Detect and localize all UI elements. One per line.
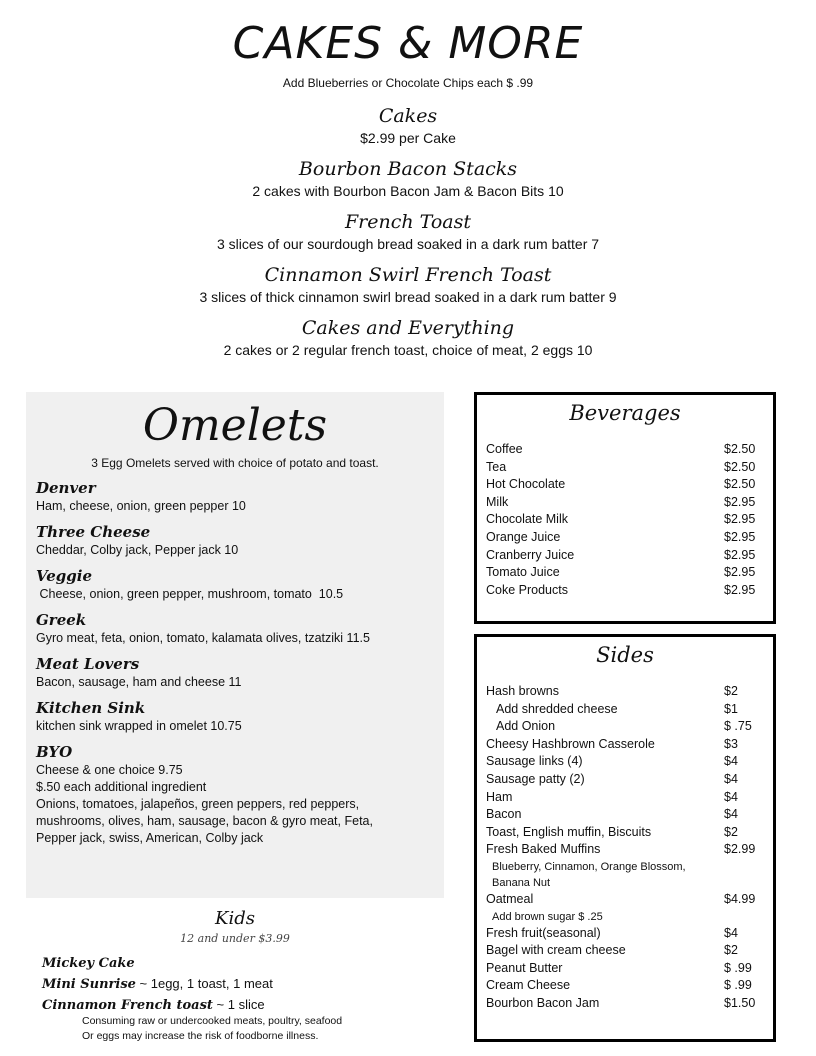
- byo-line: $.50 each additional ingredient: [36, 780, 207, 794]
- side-row: [477, 701, 773, 719]
- side-row-name: Sausage patty (2): [486, 771, 585, 786]
- beverage-row: [477, 494, 773, 512]
- beverage-row-name: Orange Juice: [486, 529, 561, 544]
- side-row-name: Add brown sugar $ .25: [492, 910, 603, 923]
- warning-line: Consuming raw or undercooked meats, poultry, seafood: [82, 1015, 343, 1027]
- kids-item-desc: ~ 1 slice: [212, 997, 265, 1012]
- menu-item: [0, 263, 816, 307]
- side-row-name: Bourbon Bacon Jam: [486, 995, 600, 1010]
- warning-line: Or eggs may increase the risk of foodborne illness.: [82, 1030, 319, 1042]
- side-row: [477, 875, 773, 891]
- side-row: [477, 736, 773, 754]
- sides-list: [477, 683, 773, 1013]
- omelet-item: [36, 610, 444, 647]
- beverage-row-name: Tea: [486, 459, 507, 474]
- beverage-row-price: $2.50: [724, 477, 756, 492]
- menu-item: [0, 316, 816, 360]
- omelet-desc: Gyro meat, feta, onion, tomato, kalamata olives, tzatziki 11.5: [36, 631, 370, 645]
- beverages-list: [477, 441, 773, 599]
- beverage-row-price: $2.95: [724, 529, 756, 544]
- top-items: [0, 104, 816, 369]
- omelet-item-byo: [36, 742, 444, 847]
- kids-item-name: Cinnamon French toast: [42, 998, 213, 1013]
- beverage-row-name: Coke Products: [486, 582, 568, 597]
- omelet-desc: kitchen sink wrapped in omelet 10.75: [36, 719, 242, 733]
- omelet-desc: Ham, cheese, onion, green pepper 10: [36, 499, 246, 513]
- side-row-price: $4: [724, 754, 738, 769]
- kids-item-name: Mickey Cake: [42, 956, 135, 971]
- side-row: [477, 789, 773, 807]
- beverage-row-price: $2.95: [724, 512, 756, 527]
- side-row-price: [724, 875, 773, 891]
- beverage-row-price: $2.95: [724, 494, 756, 509]
- omelets-intro: 3 Egg Omelets served with choice of potato and toast.: [91, 456, 379, 470]
- side-row: [477, 977, 773, 995]
- omelet-name: Three Cheese: [36, 523, 151, 541]
- menu-subtitle: Add Blueberries or Chocolate Chips each $ .99: [282, 76, 534, 90]
- side-row: [477, 909, 773, 925]
- omelet-item: [36, 698, 444, 735]
- byo-line: Cheese & one choice 9.75: [36, 763, 183, 777]
- item-name: Cinnamon Swirl French Toast: [264, 264, 552, 286]
- side-row-name: Blueberry, Cinnamon, Orange Blossom,: [492, 860, 686, 873]
- side-row-price: $2: [724, 684, 738, 698]
- omelet-item: [36, 566, 444, 603]
- omelet-name: BYO: [36, 743, 73, 761]
- menu-item: [0, 157, 816, 201]
- side-row-price: [724, 909, 773, 925]
- side-row: [477, 806, 773, 824]
- beverage-row-name: Tomato Juice: [486, 565, 560, 580]
- beverage-row: [477, 529, 773, 547]
- item-desc: 3 slices of our sourdough bread soaked in a dark rum batter 7: [216, 236, 600, 252]
- side-row-name: Cream Cheese: [486, 978, 571, 993]
- omelet-name: Greek: [36, 611, 87, 629]
- omelets-title: Omelets: [142, 400, 328, 451]
- beverage-row-name: Cranberry Juice: [486, 547, 575, 562]
- side-row-price: $4: [724, 771, 738, 786]
- side-row-price: $ .75: [724, 719, 752, 734]
- side-row: [477, 859, 773, 875]
- side-row-name: Toast, English muffin, Biscuits: [486, 824, 652, 839]
- omelet-item: [36, 478, 444, 515]
- beverage-row: [477, 582, 773, 600]
- beverage-row: [477, 511, 773, 529]
- omelet-name: Denver: [36, 479, 96, 497]
- side-row-price: $ .99: [724, 960, 752, 975]
- beverage-row: [477, 441, 773, 459]
- omelet-name: Meat Lovers: [36, 655, 140, 673]
- side-row-name: Add shredded cheese: [496, 701, 618, 716]
- side-row-name: Banana Nut: [492, 876, 551, 889]
- beverage-row-name: Milk: [486, 494, 509, 509]
- omelets-list: [36, 478, 444, 847]
- item-desc: 2 cakes or 2 regular french toast, choice of meat, 2 eggs 10: [223, 342, 593, 358]
- menu-title: CAKES & MORE: [232, 18, 584, 69]
- side-row-name: Bacon: [486, 807, 522, 822]
- side-row: [477, 824, 773, 842]
- beverage-row-name: Coffee: [486, 442, 523, 456]
- item-desc: $2.99 per Cake: [360, 130, 456, 146]
- item-name: Cakes: [378, 105, 438, 127]
- side-row: [477, 960, 773, 978]
- item-desc: 2 cakes with Bourbon Bacon Jam & Bacon Bits 10: [252, 183, 564, 199]
- beverage-row: [477, 476, 773, 494]
- side-row-price: $2: [724, 943, 738, 958]
- side-row-name: Add Onion: [496, 719, 556, 734]
- byo-line: Pepper jack, swiss, American, Colby jack: [36, 831, 264, 845]
- sides-title: Sides: [596, 643, 654, 667]
- omelet-desc: Cheese, onion, green pepper, mushroom, tomato 10.5: [36, 587, 344, 601]
- side-row: [477, 771, 773, 789]
- side-row-price: $3: [724, 736, 738, 751]
- side-row: [477, 753, 773, 771]
- kids-subtitle: 12 and under $3.99: [180, 932, 290, 945]
- side-row-price: $4.99: [724, 891, 756, 906]
- omelet-desc: Bacon, sausage, ham and cheese 11: [36, 675, 242, 689]
- food-safety-warning: [82, 1014, 342, 1044]
- kids-item: [42, 974, 444, 995]
- kids-section: [26, 908, 444, 1016]
- side-row-price: $ .99: [724, 978, 752, 993]
- beverage-row: [477, 547, 773, 565]
- beverage-row-price: $2.95: [724, 582, 756, 597]
- side-row-name: Fresh fruit(seasonal): [486, 925, 601, 940]
- side-row: [477, 683, 773, 701]
- side-row-name: Fresh Baked Muffins: [486, 842, 601, 857]
- item-desc: 3 slices of thick cinnamon swirl bread soaked in a dark rum batter 9: [199, 289, 617, 305]
- side-row: [477, 891, 773, 909]
- side-row-price: $2.99: [724, 842, 756, 857]
- side-row-price: $1: [724, 701, 738, 716]
- item-name: French Toast: [344, 211, 471, 233]
- side-row-name: Hash browns: [486, 684, 559, 698]
- beverage-row-price: $2.50: [724, 442, 756, 456]
- beverage-row: [477, 564, 773, 582]
- byo-line: Onions, tomatoes, jalapeños, green peppers, red peppers,: [36, 797, 360, 811]
- beverage-row-name: Chocolate Milk: [486, 512, 568, 527]
- beverage-row-price: $2.95: [724, 565, 756, 580]
- side-row-price: $4: [724, 807, 738, 822]
- omelet-desc: Cheddar, Colby jack, Pepper jack 10: [36, 543, 239, 557]
- item-name: Bourbon Bacon Stacks: [298, 158, 518, 180]
- side-row-price: $2: [724, 824, 738, 839]
- beverage-row-name: Hot Chocolate: [486, 477, 566, 492]
- side-row-name: Oatmeal: [486, 891, 534, 906]
- omelet-item: [36, 522, 444, 559]
- side-row: [477, 925, 773, 943]
- kids-list: [42, 953, 444, 1016]
- kids-item: [42, 953, 444, 974]
- kids-item: [42, 995, 444, 1016]
- side-row-name: Ham: [486, 789, 513, 804]
- side-row-price: $4: [724, 925, 738, 940]
- item-name: Cakes and Everything: [301, 317, 515, 339]
- beverages-box: [474, 392, 776, 624]
- side-row-price: $1.50: [724, 995, 756, 1010]
- byo-line: mushrooms, olives, ham, sausage, bacon & gyro meat, Feta,: [36, 814, 373, 828]
- kids-item-name: Mini Sunrise: [42, 977, 136, 992]
- sides-box: [474, 634, 776, 1042]
- side-row-name: Bagel with cream cheese: [486, 943, 626, 958]
- omelet-name: Veggie: [36, 567, 93, 585]
- kids-title: Kids: [215, 908, 255, 929]
- side-row-price: [724, 859, 773, 875]
- side-row-name: Sausage links (4): [486, 754, 583, 769]
- side-row: [477, 841, 773, 859]
- side-row-name: Peanut Butter: [486, 960, 563, 975]
- side-row-name: Cheesy Hashbrown Casserole: [486, 736, 655, 751]
- beverage-row: [477, 459, 773, 477]
- side-row: [477, 995, 773, 1013]
- menu-item: [0, 210, 816, 254]
- beverages-title: Beverages: [569, 401, 681, 425]
- beverage-row-price: $2.50: [724, 459, 756, 474]
- menu-item: [0, 104, 816, 148]
- side-row: [477, 942, 773, 960]
- side-row-price: $4: [724, 789, 738, 804]
- omelet-item: [36, 654, 444, 691]
- omelet-name: Kitchen Sink: [36, 699, 146, 717]
- beverage-row-price: $2.95: [724, 547, 756, 562]
- kids-item-desc: ~ 1egg, 1 toast, 1 meat: [135, 976, 273, 991]
- side-row: [477, 718, 773, 736]
- omelets-section: [26, 392, 444, 898]
